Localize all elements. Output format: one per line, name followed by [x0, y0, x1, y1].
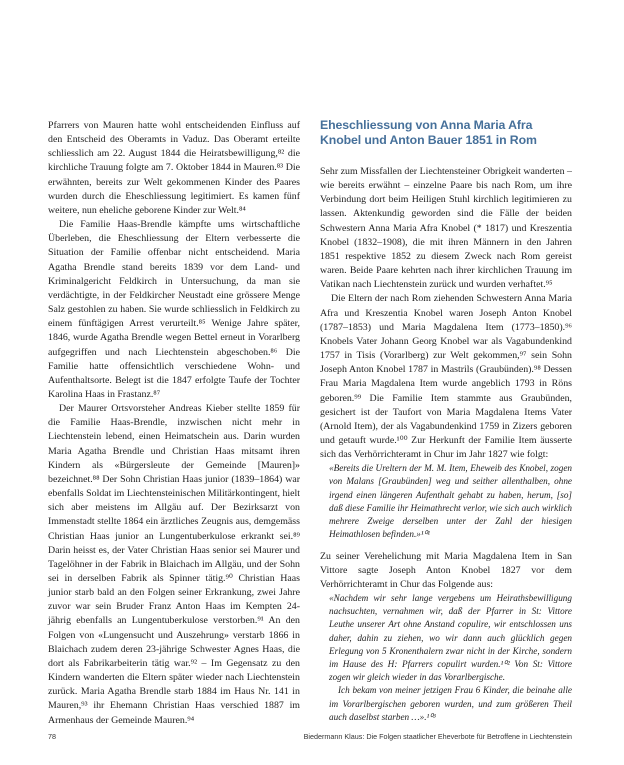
section-heading: Eheschliessung von Anna Maria Afra Knobel und Anton Bauer 1851 in Rom	[320, 118, 537, 147]
paragraph: Die Eltern der nach Rom ziehenden Schwestern Anna Maria Afra und Kreszentia Knobel waren Joseph Anton Knobel (1787–1853) und Maria Magdalena Item (1773–1850).⁹⁶ Knobels Vater Johann Georg Knobel war als Vagabundenkind 1757 in Tisis (Vorarlberg) zur Welt gekommen,⁹⁷ sein Sohn Joseph Anton Knobel 1787 in Mastrils (Graubünden).⁹⁸ Dessen Frau Maria Magdalena Item wurde angeblich 1793 in Röns geboren.⁹⁹ Die Familie Item stammte aus Graubünden, gesichert ist der Taufort von Maria Magdalena Items Vater (Arnold Item), der als Vagabundenkind 1759 in Zizers geboren und getauft wurde.¹⁰⁰ Zur Herkunft der Familie Item äusserte sich das Verhörrichteramt in Chur im Jahr 1827 wie folgt:	[320, 293, 572, 461]
paragraph: Sehr zum Missfallen der Liechtensteiner Obrigkeit wanderten – wie bereits erwähnt – einzelne Paare bis nach Rom, um ihre Verbindung dort beim Heiligen Stuhl kirchlich legitimieren zu lassen. Aktenkundig geworden sind die Fälle der beiden Schwestern Anna Maria Afra Knobel (* 1817) und Kreszentia Knobel (1832–1908), die mit ihren Männern in den Jahren 1851 respektive 1852 zu diesem Zweck nach Rom gereist waren. Beide Paare kehrten nach ihrer kirchlichen Trauung im Vatikan nach Liechtenstein zurück und wurden verhaftet.⁹⁵	[320, 166, 572, 291]
paragraph: Pfarrers von Mauren hatte wohl entscheidenden Einfluss auf den Entscheid des Oberamts in Vaduz. Das Oberamt erteilte schliesslich am 22. August 1844 die Heiratsbewilligung,⁸² die kirchliche Trauung folgte am 7. Oktober 1844 in Mauren.⁸³ Die erwähnten, bereits zur Welt gekommenen Kinder des Paares wurden durch die Eheschliessung legitimiert. Es kamen fünf weitere, nun eheliche geborene Kinder zur Welt.⁸⁴	[48, 120, 300, 216]
running-title: Biedermann Klaus: Die Folgen staatlicher Eheverbote für Betroffene in Liechtenstein	[303, 732, 572, 741]
left-column	[48, 119, 300, 728]
page-number: 78	[48, 732, 56, 741]
block-quote-continued: Ich bekam von meiner jetzigen Frau 6 Kinder, die beinahe alle im Vorarlbergischen geboren wurden, und zum größeren Theil auch daselbst starben …».¹⁰³	[329, 685, 572, 722]
block-quote: «Nachdem wir sehr lange vergebens um Heirathsbewilligung nachsuchten, vernahmen wir, daß der Pfarrer in St: Vittore Leuthe unserer Art ohne Anstand copulire, wir entschlossen uns daher, dahin zu ziehen, wo wir dann auch glücklich gegen Erlegung von 5 Kronenthalern zwar nicht in der Kirche, sondern im Hause des H: Pfarrers copulirt wurden.¹⁰² Von St: Vittore zogen wir gleich wieder in das Vorarlbergische.	[329, 592, 572, 683]
right-column	[320, 118, 572, 724]
paragraph: Der Maurer Ortsvorsteher Andreas Kieber stellte 1859 für die Familie Haas-Brendle, inzwischen nicht mehr in Liechtenstein lebend, einen Heimatschein aus. Darin wurden Maria Agatha Brendle und Christian Haas mitsamt ihren Kindern als «Bürgersleute der Gemeinde [Mauren]» bezeichnet.⁸⁸ Der Sohn Christian Haas junior (1839–1864) war ebenfalls Soldat im Liechtensteinischen Militärkontingent, hielt sich aber meistens im Allgäu auf. Der Bezirksarzt von Immenstadt stellte 1864 ein ärztliches Zeugnis aus, demgemäss Christian Haas junior an Lungentuberkulose erkrankt sei.⁸⁹ Darin heisst es, der Vater Christian Haas senior sei Maurer und Tagelöhner in der Fabrik in Blaichach im Allgäu, und der Sohn sei in derselben Fabrik als Spinner tätig.⁹⁰ Christian Haas junior starb bald an den Folgen seiner Erkrankung, zwei Jahre zuvor war sein Bruder Franz Anton Haas im Kempten 24-jährig ebenfalls an Lungentuberkulose verstorben.⁹¹ An den Folgen von «Lungensucht und Auszehrung» verstarb 1866 in Blaichach zudem deren 23-jährige Schwester Agnes Haas, die dort als Fabrikarbeiterin tätig war.⁹² – Im Gegensatz zu den Kindern wanderten die Eltern später wieder nach Liechtenstein zurück. Maria Agatha Brendle starb 1884 im Haus Nr. 141 in Mauren,⁹³ ihr Ehemann Christian Haas verschied 1887 im Armenhaus der Gemeinde Mauren.⁹⁴	[48, 403, 300, 726]
paragraph: Zu seiner Verehelichung mit Maria Magdalena Item in San Vittore sagte Joseph Anton Knobel 1827 vor dem Verhörrichteramt in Chur das Folgende aus:	[320, 550, 572, 590]
paragraph: Die Familie Haas-Brendle kämpfte ums wirtschaftliche Überleben, die Eheschliessung der Eltern verbesserte die Situation der Familie offenbar nicht entscheidend. Maria Agatha Brendle stand bereits 1839 vor dem Land- und Kriminalgericht Feldkirch in Untersuchung, da man sie verdächtigte, in der Feldkircher Neustadt eine grössere Menge Salz gestohlen zu haben. Sie wurde schliesslich in Feldkirch zu einem fünftägigen Arrest verurteilt.⁸⁵ Wenige Jahre später, 1846, wurde Agatha Brendle wegen Bettel erneut in Vorarlberg aufgegriffen und nach Liechtenstein abgeschoben.⁸⁶ Die Familie hatte offensichtlich verschiedene Wohn- und Aufenthaltsorte. Belegt ist die 1847 erfolgte Taufe der Tochter Karolina Haas in Frastanz.⁸⁷	[48, 219, 300, 400]
block-quote: «Bereits die Ureltern der M. M. Item, Eheweib des Knobel, zogen von Malans [Graubünden] weg und seither allenthalben, ohne irgend einen längeren Aufenthalt gehabt zu haben, herum, [so] daß diese Familie ihr Heimathrecht verlor, wie sich auch wirklich mehrere Zweige derselben unter der Zahl der hiesigen Heimathlosen befinden.»¹⁰¹	[329, 463, 572, 540]
